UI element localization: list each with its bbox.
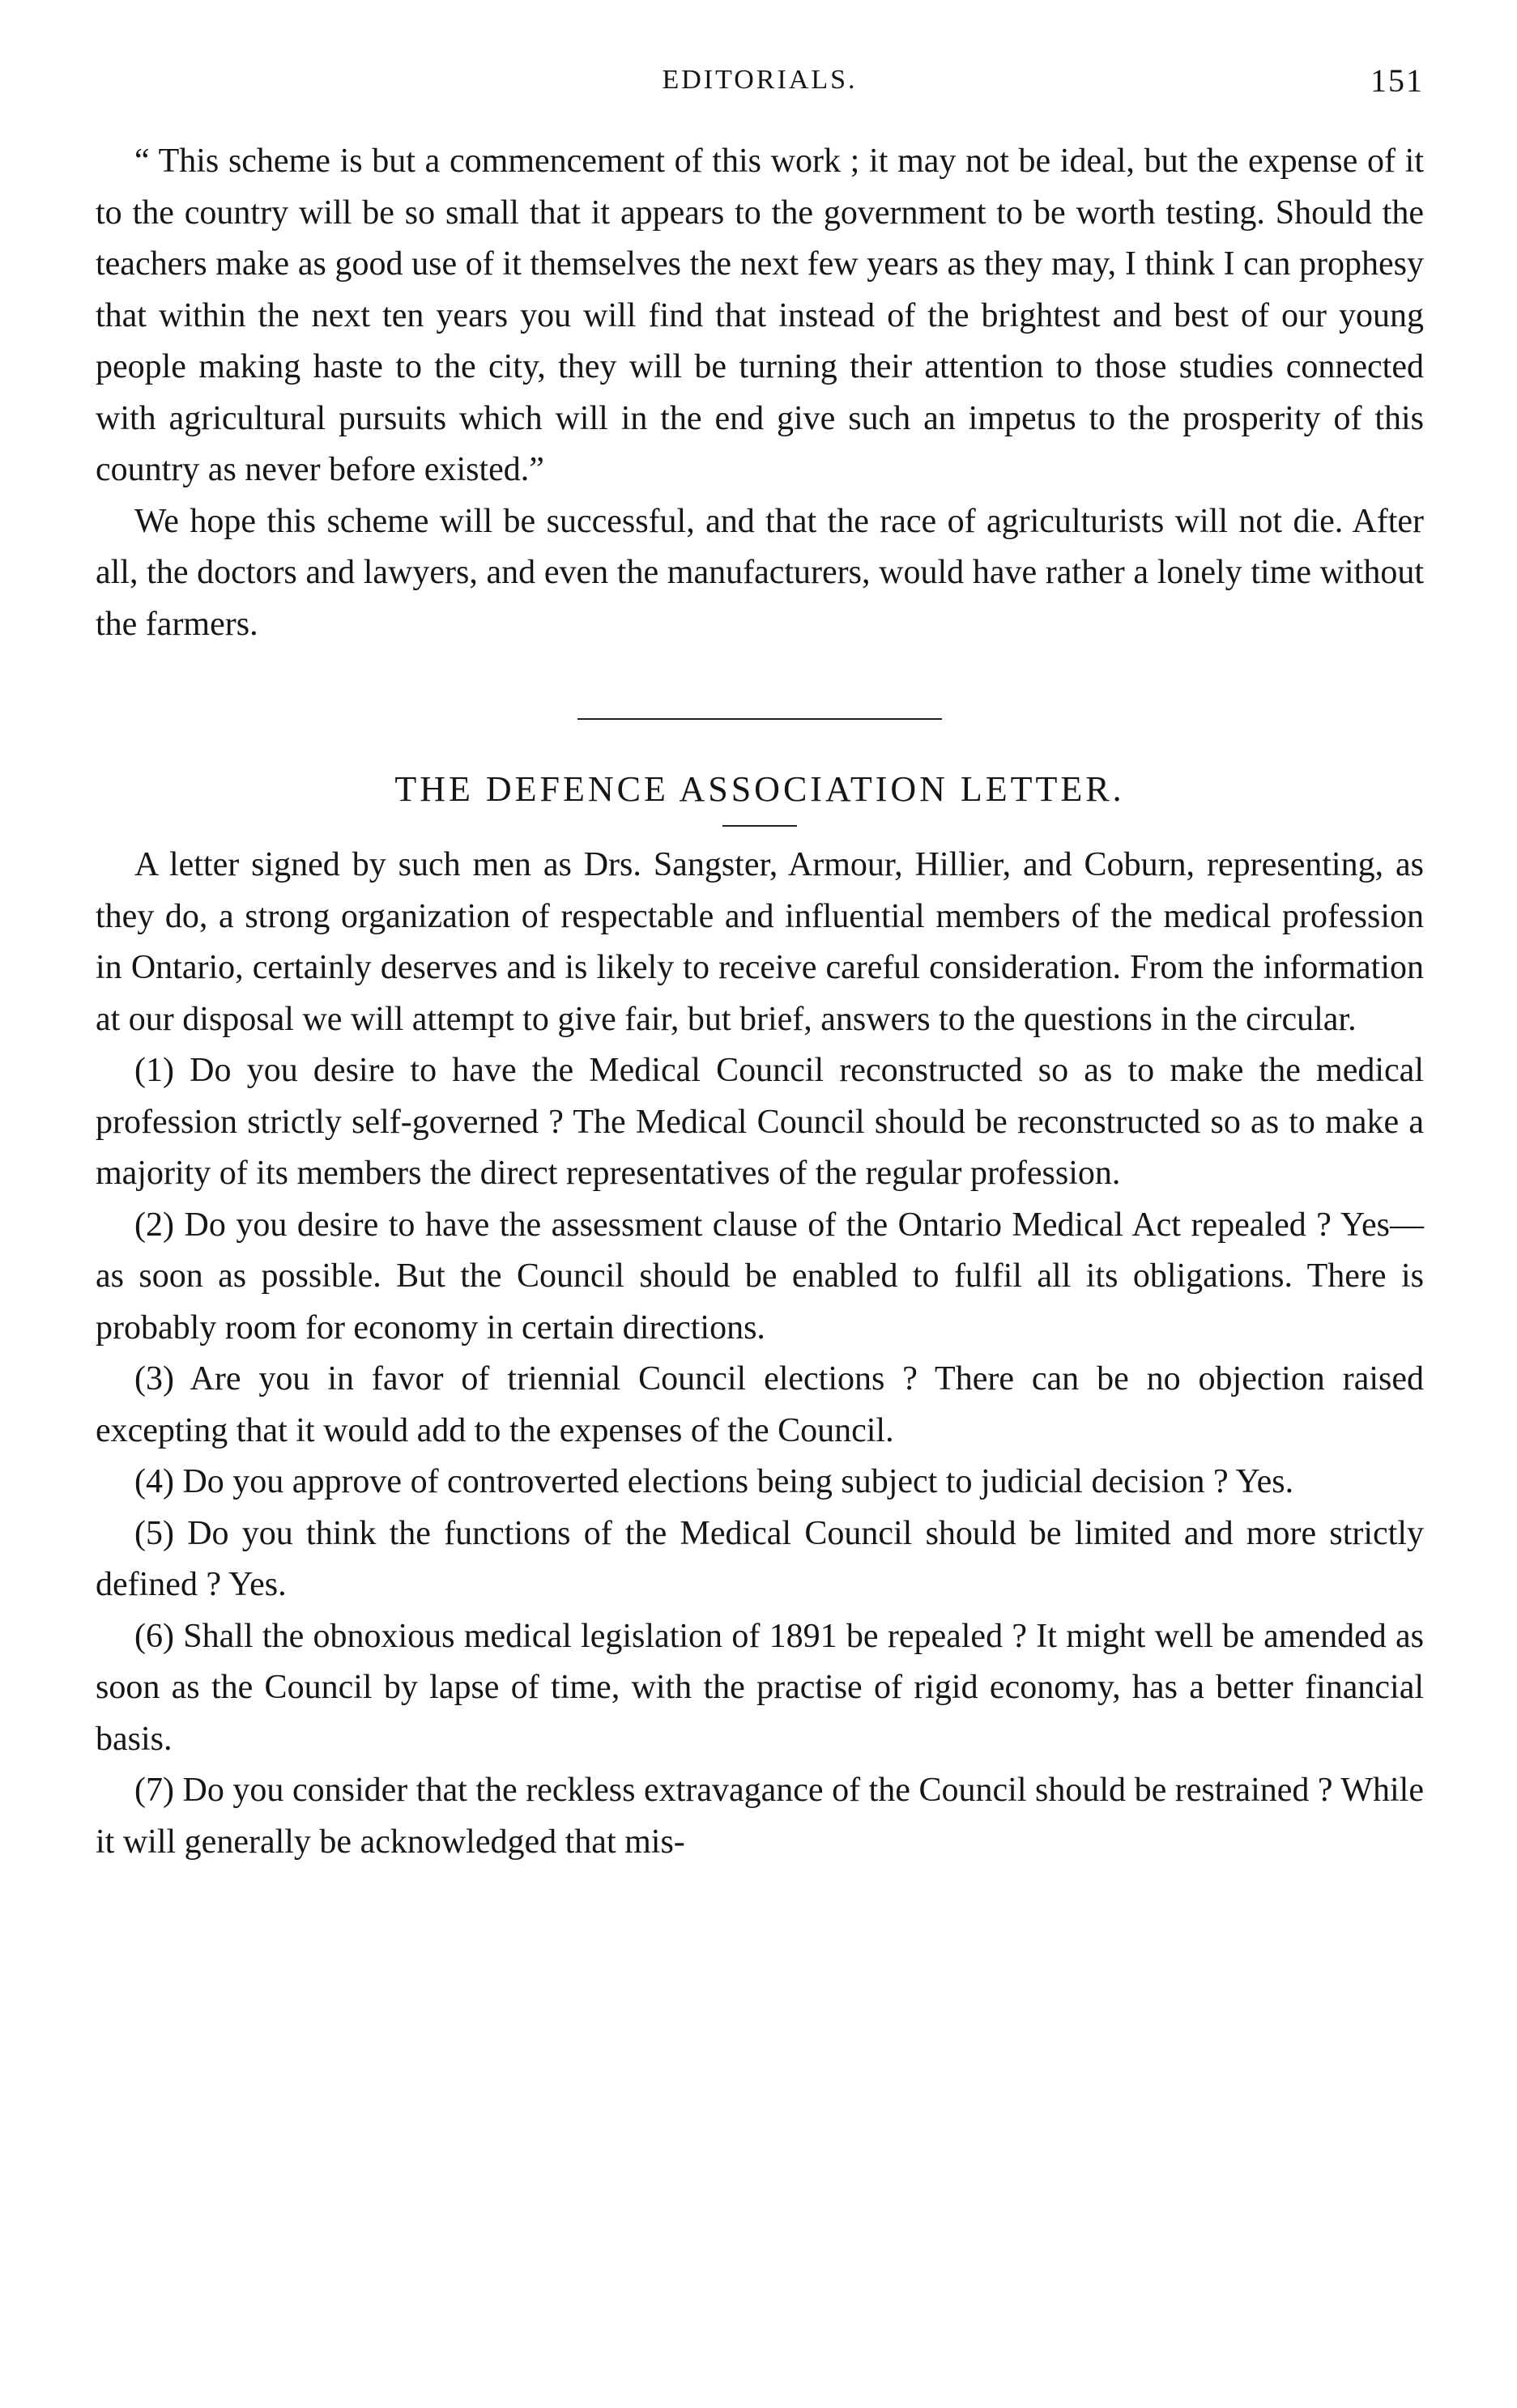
- title-rule: [722, 825, 797, 827]
- question-3: (3) Are you in favor of triennial Council elections ? There can be no objection raised excepting that it would add to the expenses of the Council.: [96, 1360, 1424, 1449]
- book-page: [96, 62, 1424, 1868]
- paragraph-quote: “ This scheme is but a commencement of this work ; it may not be ideal, but the expense of it to the country will be so small that it appears to the government to be worth testing. Should the teachers make as good use of it themselves the next few years as they may, I think I can prophesy that within the next ten years you will find that instead of the brightest and best of our young people making haste to the city, they will be turning their attention to those studies connected with agricultural pursuits which will in the end give such an impetus to the prosperity of this country as never before existed.”: [96, 143, 1424, 488]
- question-6: (6) Shall the obnoxious medical legislation of 1891 be repealed ? It might well be amended as soon as the Council by lapse of time, with the practise of rigid economy, has a better financial basis.: [96, 1617, 1424, 1758]
- running-head: EDITORIALS.: [662, 65, 858, 95]
- question-7: (7) Do you consider that the reckless extravagance of the Council should be restrained ? While it will generally be acknowledged that mis-: [96, 1772, 1424, 1861]
- paragraph: We hope this scheme will be successful, and that the race of agriculturists will not die. After all, the doctors and lawyers, and even the manufacturers, would have rather a lonely time without the farmers.: [96, 502, 1424, 643]
- question-2: (2) Do you desire to have the assessment clause of the Ontario Medical Act repealed ? Yes—as soon as possible. But the Council should be enabled to fulfil all its obligations. There is probably room for economy in certain directions.: [96, 1206, 1424, 1347]
- page-number: 151: [1370, 62, 1424, 99]
- paragraph: A letter signed by such men as Drs. Sangster, Armour, Hillier, and Coburn, representing, as they do, a strong organization of respectable and influential members of the medical profession in Ontario, certainly deserves and is likely to receive careful consideration. From the information at our disposal we will attempt to give fair, but brief, answers to the questions in the circular.: [96, 846, 1424, 1038]
- section-title: THE DEFENCE ASSOCIATION LETTER.: [394, 769, 1125, 809]
- section-body: [96, 840, 1424, 1868]
- question-1: (1) Do you desire to have the Medical Council reconstructed so as to make the medical profession strictly self-governed ? The Medical Council should be reconstructed so as to make a majority of its members the direct representatives of the regular profession.: [96, 1052, 1424, 1192]
- page-header: [96, 62, 1424, 113]
- question-4: (4) Do you approve of controverted elections being subject to judicial decision ? Yes.: [134, 1463, 1294, 1500]
- question-5: (5) Do you think the functions of the Medical Council should be limited and more strictly defined ? Yes.: [96, 1514, 1424, 1603]
- intro-text: [96, 136, 1424, 650]
- section-divider: [577, 718, 942, 720]
